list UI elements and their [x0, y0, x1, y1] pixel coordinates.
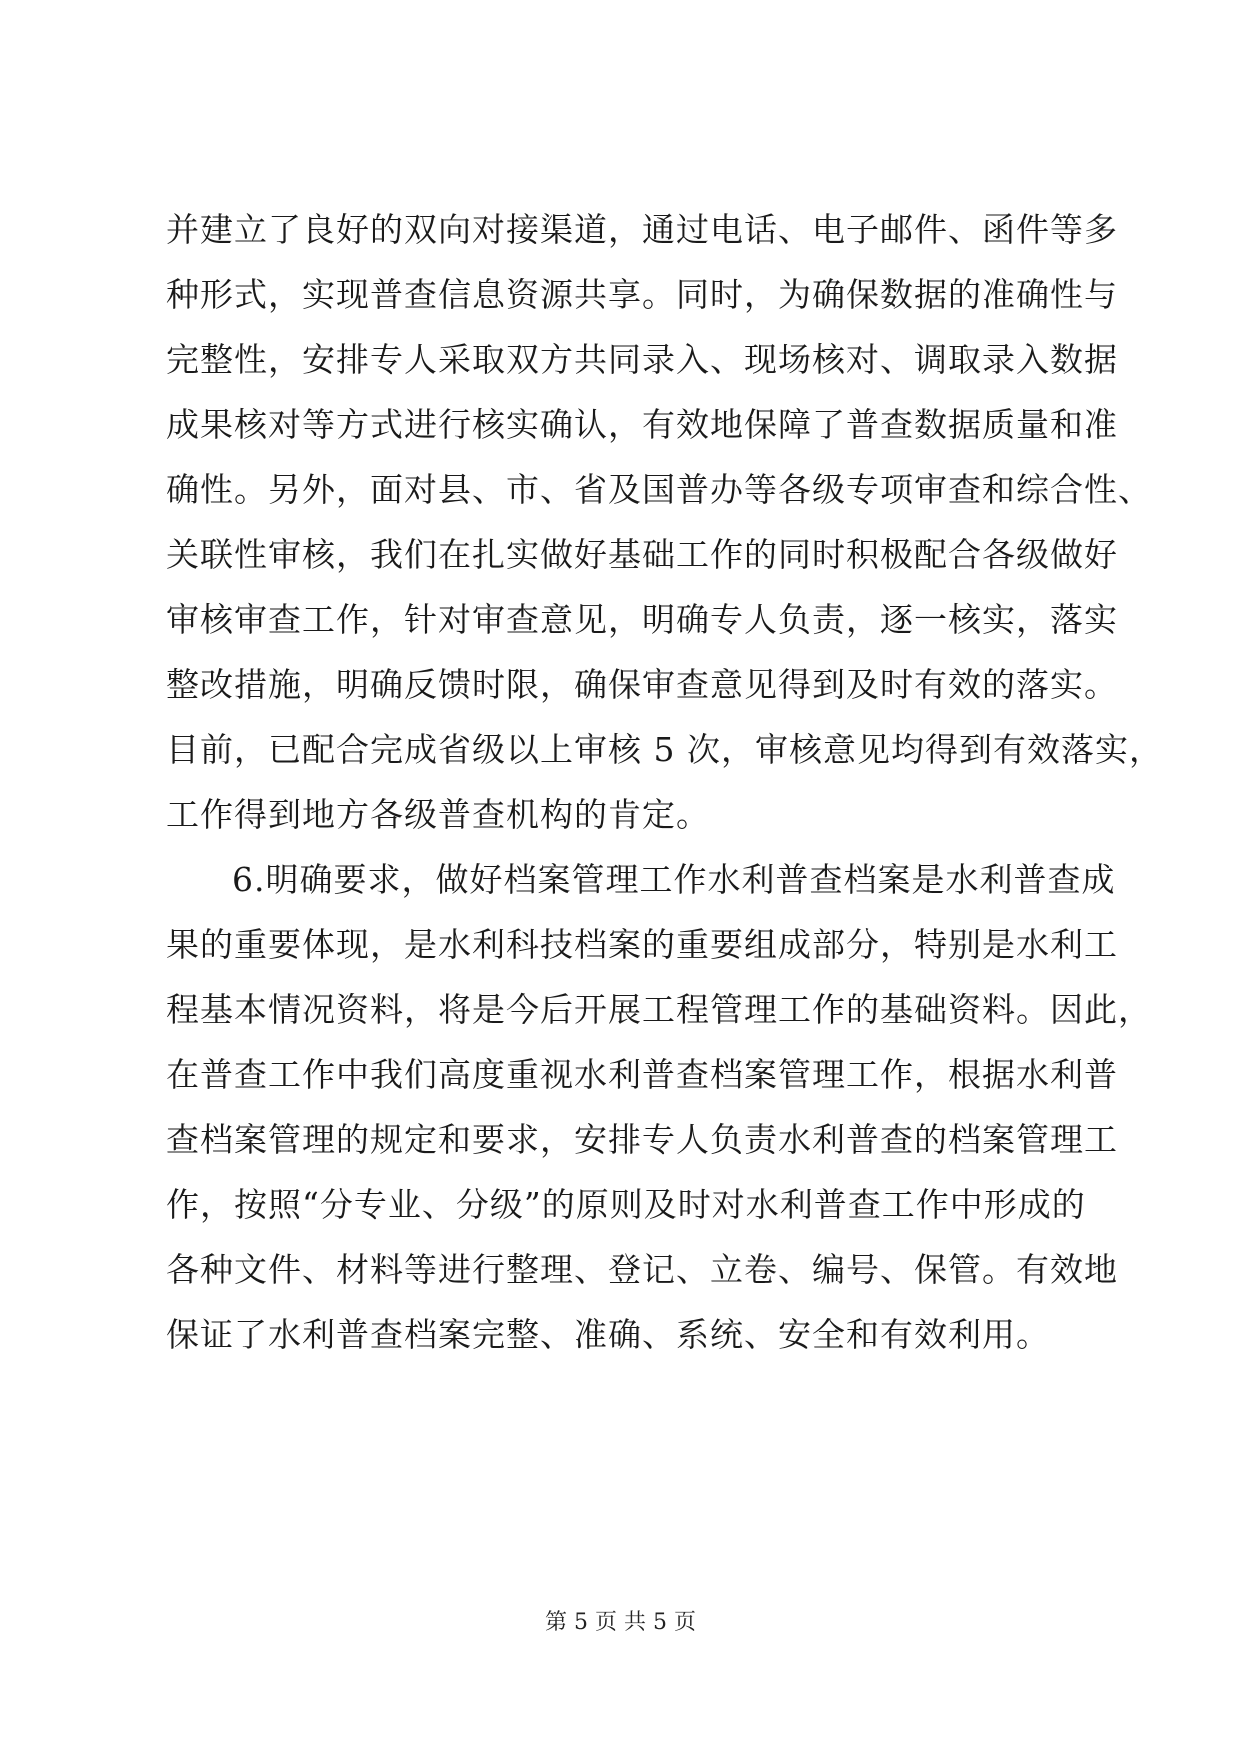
text-line: 并建立了良好的双向对接渠道，通过电话、电子邮件、函件等多 [166, 210, 1118, 249]
text-line: 确性。另外，面对县、市、省及国普办等各级专项审查和综合性、 [166, 470, 1152, 509]
text-line: 整改措施，明确反馈时限，确保审查意见得到及时有效的落实。 [166, 665, 1118, 704]
text-line: 程基本情况资料，将是今后开展工程管理工作的基础资料。因此， [166, 990, 1152, 1029]
text-line: 种形式，实现普查信息资源共享。同时，为确保数据的准确性与 [166, 275, 1118, 314]
text-line: 在普查工作中我们高度重视水利普查档案管理工作，根据水利普 [166, 1055, 1118, 1094]
text-line: 保证了水利普查档案完整、准确、系统、安全和有效利用。 [166, 1315, 1050, 1354]
text-line: 关联性审核，我们在扎实做好基础工作的同时积极配合各级做好 [166, 535, 1118, 574]
text-line: 目前，已配合完成省级以上审核 5 次，审核意见均得到有效落实， [166, 730, 1163, 769]
text-line: 工作得到地方各级普查机构的肯定。 [166, 795, 710, 834]
text-line: 查档案管理的规定和要求，安排专人负责水利普查的档案管理工 [166, 1120, 1118, 1159]
page-number-footer: 第 5 页 共 5 页 [545, 1610, 696, 1635]
text-line: 成果核对等方式进行核实确认，有效地保障了普查数据质量和准 [166, 405, 1118, 444]
text-line: 完整性，安排专人采取双方共同录入、现场核对、调取录入数据 [166, 340, 1118, 379]
text-line: 果的重要体现，是水利科技档案的重要组成部分，特别是水利工 [166, 925, 1118, 964]
text-line: 6.明确要求，做好档案管理工作水利普查档案是水利普查成 [232, 860, 1116, 899]
text-line: 作，按照“分专业、分级”的原则及时对水利普查工作中形成的 [166, 1185, 1086, 1224]
text-line: 各种文件、材料等进行整理、登记、立卷、编号、保管。有效地 [166, 1250, 1118, 1289]
text-line: 审核审查工作，针对审查意见，明确专人负责，逐一核实，落实 [166, 600, 1118, 639]
